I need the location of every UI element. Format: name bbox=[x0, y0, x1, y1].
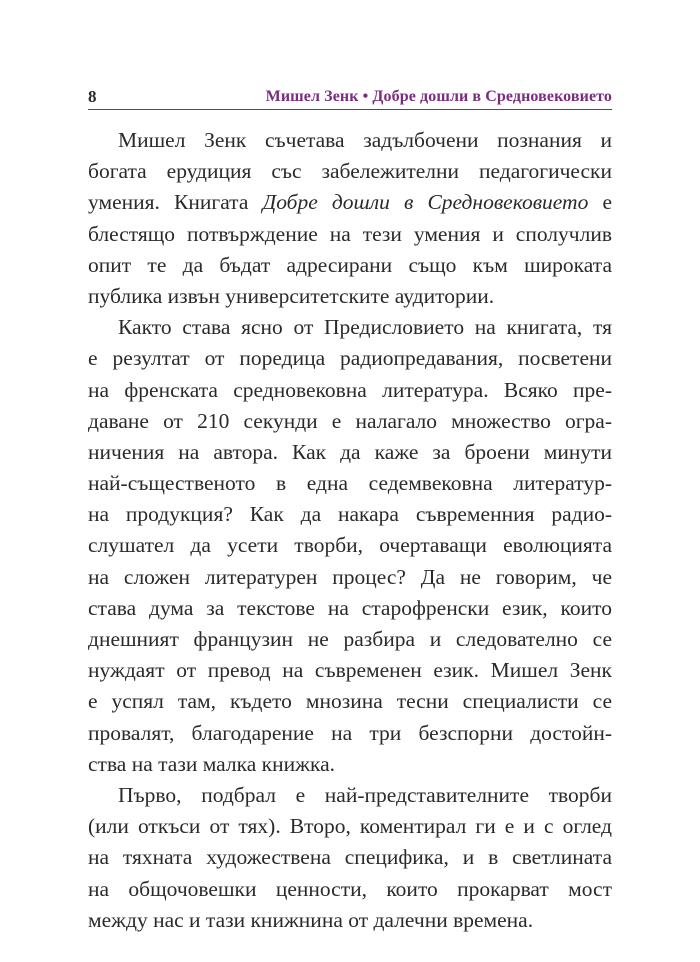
text-line bbox=[88, 530, 612, 561]
book-title-italic: Добре дошли в Средновековието bbox=[262, 190, 589, 215]
text-run: е резултат от поредица радиопредавания, посветени bbox=[88, 346, 612, 371]
text-run: днешният французин не разбира и следователно се bbox=[88, 627, 612, 651]
text-line bbox=[88, 624, 612, 655]
text-line bbox=[88, 219, 612, 250]
text-run: провалят, благодарение на три безспорни достойн- bbox=[88, 720, 612, 745]
text-line bbox=[88, 718, 612, 749]
text-line bbox=[88, 375, 612, 406]
text-run: ничения на автора. Как да каже за броени минути bbox=[88, 439, 612, 464]
text-line bbox=[88, 780, 612, 811]
text-run: най-същественото в една седемвековна литератур- bbox=[88, 471, 612, 496]
text-run: на сложен литературен процес? Да не говорим, че bbox=[88, 564, 612, 589]
text-line bbox=[88, 749, 612, 780]
text-run: Първо, подбрал е най-представителните творби bbox=[118, 782, 612, 807]
text-run: публика извън университетските аудитории. bbox=[88, 283, 495, 308]
text-run: умения. Книгата bbox=[88, 190, 263, 215]
text-line bbox=[88, 437, 612, 468]
text-line bbox=[88, 874, 612, 905]
text-run: богата ерудиция със забележителни педагогически bbox=[88, 159, 612, 184]
text-line bbox=[88, 562, 612, 593]
text-line bbox=[88, 686, 612, 717]
running-head-title: Мишел Зенк • Добре дошли в Средновековието bbox=[265, 88, 612, 105]
text-run: на продукция? Как да накара съвременния радио- bbox=[88, 502, 612, 527]
text-run: между нас и тази книжнина от далечни времена. bbox=[88, 907, 534, 932]
text-run: на френската средновековна литература. Всяко пре- bbox=[88, 377, 612, 402]
running-head bbox=[88, 86, 612, 108]
text-line bbox=[88, 406, 612, 437]
paragraph bbox=[88, 312, 612, 780]
text-run: нуждаят от превод на съвременен език. Мишел Зенк bbox=[88, 658, 612, 683]
page-number: 8 bbox=[88, 87, 97, 106]
text-line bbox=[88, 281, 612, 312]
text-line bbox=[88, 811, 612, 842]
text-line bbox=[88, 187, 612, 218]
text-run: е успял там, където мнозина тесни специалисти се bbox=[88, 689, 612, 714]
text-run: опит те да бъдат адресирани също към широката bbox=[88, 252, 612, 277]
text-run: Мишел Зенк съчетава задълбочени познания и bbox=[118, 128, 612, 152]
text-line bbox=[88, 655, 612, 686]
text-run: даване от 210 секунди е налагало множество огра- bbox=[88, 408, 612, 433]
text-run: слушател да усети творби, очертаващи еволюцията bbox=[88, 533, 612, 558]
text-run: на тяхната художествена специфика, и в светлината bbox=[88, 845, 612, 870]
paragraph bbox=[88, 780, 612, 936]
text-run: (или откъси от тях). Второ, коментирал ги е и с оглед bbox=[88, 814, 612, 839]
text-line bbox=[88, 842, 612, 873]
text-run: на общочовешки ценности, които прокарват мост bbox=[88, 876, 612, 901]
text-line bbox=[88, 250, 612, 281]
text-run: става дума за текстове на старофренски език, които bbox=[88, 595, 612, 620]
text-line bbox=[88, 312, 612, 343]
text-run: е bbox=[588, 190, 613, 215]
body-text bbox=[88, 125, 612, 936]
text-line bbox=[88, 905, 612, 936]
text-line bbox=[88, 343, 612, 374]
header-rule bbox=[88, 109, 612, 110]
text-line bbox=[88, 125, 612, 156]
text-line bbox=[88, 499, 612, 530]
text-run: блестящо потвърждение на тези умения и сполучлив bbox=[88, 221, 612, 246]
text-line bbox=[88, 156, 612, 187]
text-line bbox=[88, 468, 612, 499]
text-run: ства на тази малка книжка. bbox=[88, 751, 336, 776]
paragraph bbox=[88, 125, 612, 312]
text-line bbox=[88, 593, 612, 624]
text-run: Както става ясно от Предисловието на книгата, тя bbox=[118, 315, 612, 340]
